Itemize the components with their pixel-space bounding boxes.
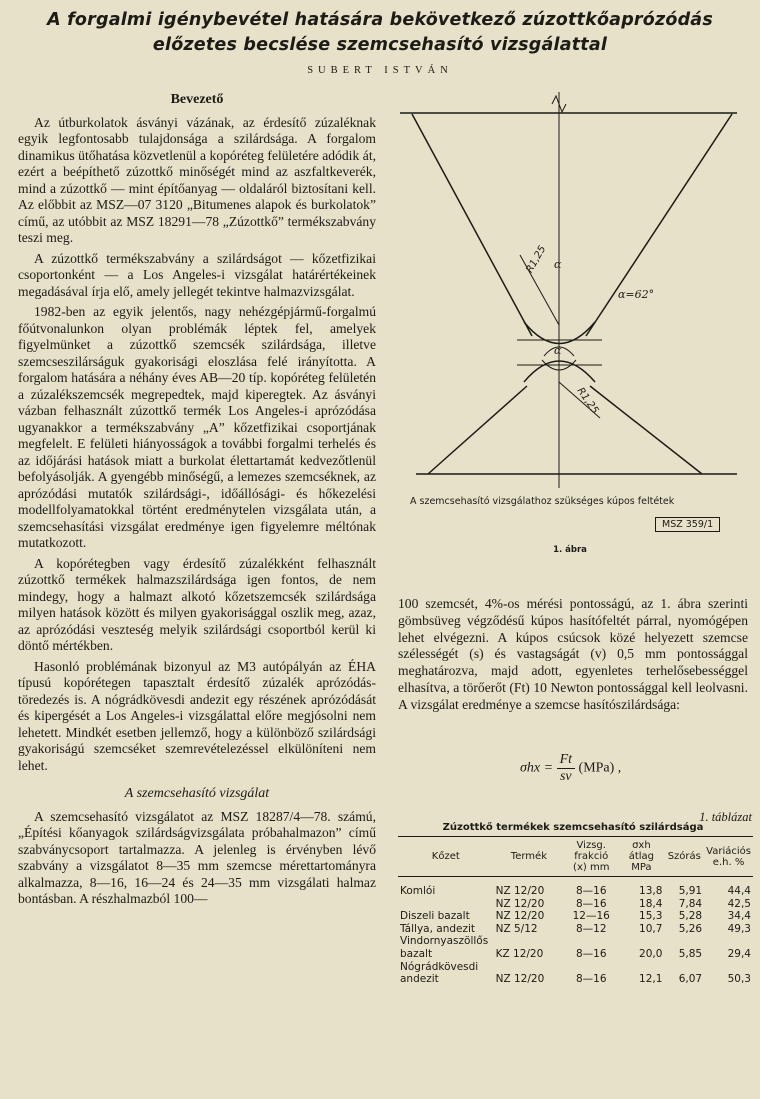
cell-product: NZ 12/20 bbox=[495, 973, 545, 986]
cell-std: 5,28 bbox=[678, 910, 703, 923]
cell-mean: 13,8 bbox=[639, 885, 663, 897]
section-heading-test: A szemcsehasító vizsgálat bbox=[124, 786, 270, 801]
table-row bbox=[398, 935, 753, 960]
paragraph-6: A szemcsehasító vizsgálatot az MSZ 18287/4—78. számú, „Építési kőanyagok szilárdságvizsgálata próbahalmazon” című szabványcsoport tartalmazza. A jelenleg is érvényben lévő szabvány a vizsgálatot 8—35 mm szemcse mérettartományra alkalmazza, 8—16, 16—24 és 24—35 mm vizsgálati halmaz bontásban. A részhalmazból 100— bbox=[18, 808, 376, 906]
header-std: Szórás bbox=[664, 837, 704, 877]
header-rock: Kőzet bbox=[398, 837, 494, 877]
figure-caption: A szemcsehasító vizsgálathoz szükséges kúpos feltétek bbox=[410, 496, 675, 507]
header-fraction: Vizsg. frakció (x) mm bbox=[564, 837, 618, 877]
results-table bbox=[398, 836, 753, 986]
cell-rock: Nógrádkövesdi andezit bbox=[400, 960, 479, 986]
author: SUBERT ISTVÁN bbox=[307, 65, 453, 76]
cell-std: 5,91 bbox=[678, 885, 703, 897]
cell-fraction: 8—16 bbox=[575, 973, 607, 986]
top-cone-left-side bbox=[412, 114, 532, 336]
cell-fraction: 8—16 bbox=[575, 885, 607, 897]
top-alpha-label: α bbox=[554, 258, 562, 271]
title-line-2: előzetes becslése szemcsehasító vizsgálattal bbox=[152, 35, 608, 55]
header-mean: σxh átlag MPa bbox=[618, 837, 664, 877]
cell-product: NZ 12/20 bbox=[495, 885, 545, 897]
cell-std: 5,85 bbox=[678, 947, 703, 960]
cell-product: NZ 12/20 bbox=[495, 910, 545, 923]
formula-numerator: Ft bbox=[557, 752, 575, 769]
cell-mean: 20,0 bbox=[639, 947, 663, 960]
cell-product: KZ 12/20 bbox=[495, 947, 544, 960]
angle-label: α=62° bbox=[618, 288, 655, 301]
table-header-row bbox=[398, 837, 753, 877]
cell-mean: 18,4 bbox=[639, 897, 663, 910]
cell-fraction: 8—12 bbox=[575, 922, 607, 935]
cone-diagram bbox=[392, 90, 747, 560]
cell-cv: 29,4 bbox=[727, 947, 751, 960]
cell-cv: 50,3 bbox=[727, 973, 751, 986]
paragraph-4: A kopórétegben vagy érdesítő zúzalékként felhasznált zúzottkő termékek halmazszilárdsága igen fontos, de nem mindegy, hogy a halmazt alkotó kőzetszemcsék szilárdsága milyen hatások között és milyen gyakorisággal oszlik meg, azaz, az aprózódási veszteség melyik szilárdsági csoportból kerül ki döntő mértékben. bbox=[18, 555, 376, 653]
formula-unit: (MPa) , bbox=[578, 760, 622, 776]
cell-rock: Tállya, andezit bbox=[400, 922, 476, 935]
cell-rock: Diszeli bazalt bbox=[400, 910, 470, 923]
cell-product: NZ 12/20 bbox=[495, 897, 545, 910]
cell-fraction: 8—16 bbox=[575, 947, 607, 960]
formula-lhs: σhx = bbox=[520, 760, 554, 776]
cell-product: NZ 5/12 bbox=[495, 922, 538, 935]
top-cone-right-side bbox=[586, 114, 732, 336]
cell-cv: 44,4 bbox=[727, 885, 751, 897]
formula-fraction bbox=[557, 752, 575, 785]
bottom-cone-right-side bbox=[590, 386, 702, 474]
title-line-1: A forgalmi igénybevétel hatására bekövetkező zúzottkőaprózódás bbox=[47, 10, 713, 30]
section-heading-introduction: Bevezető bbox=[170, 92, 224, 107]
paragraph-1: Az útburkolatok ásványi vázának, az érdesítő zúzaléknak egyik legfontosabb tulajdonsága a szilárdsága. A forgalom dinamikus ütőhatása közvetlenül a kopóréteg felületére adódik át, ezért a beépíthető zúzottkő minőségét mind az aszfaltkeverék, mind a zúzottkő — mint építőanyag — oldaláról biztosítani kell. Az előbbit az MSZ—07 3120 „Bitumenes alapok és burkolatok” című, az utóbbit az MSZ 18291—78 „Zúzottkő” termékszabvány teszi meg. bbox=[18, 114, 376, 245]
article-title bbox=[20, 8, 740, 58]
left-column bbox=[18, 90, 376, 912]
table-row bbox=[398, 961, 753, 986]
right-paragraph: 100 szemcsét, 4%-os mérési pontosságú, az 1. ábra szerinti gömbsüveg végződésű kúpos hasítófeltét párral, nyomógépen lehet elvégezni. A kúpos csúcsok közé helyezett szemcse szélességét (s) és vastagságát (v) 0,5 mm pontossággal meghatározva, majd adott, egyenletes terhelősebességgel elhasítva, a törőerőt (Ft) 10 Newton pontossággal kell leolvasni. A vizsgálat eredménye a szemcse hasítószilárdsága: bbox=[398, 596, 748, 712]
table-row bbox=[398, 923, 753, 936]
paragraph-2: A zúzottkő termékszabvány a szilárdságot — kőzetfizikai csoportonként — a Los Angeles-i vizsgálat határértékeinek megadásával írja elő, amely jellegét tekintve halmazvizsgálat. bbox=[18, 250, 376, 299]
table-row bbox=[398, 910, 753, 923]
cell-std: 6,07 bbox=[678, 973, 703, 986]
table-row bbox=[398, 898, 753, 911]
formula bbox=[520, 752, 720, 785]
cell-fraction: 8—16 bbox=[575, 897, 607, 910]
cell-mean: 15,3 bbox=[639, 910, 663, 923]
cell-rock: Vindornyaszöllős bazalt bbox=[400, 935, 489, 960]
cell-std: 7,84 bbox=[678, 897, 703, 910]
table-number: 1. táblázat bbox=[699, 810, 752, 824]
top-radius-label: R1,25 bbox=[524, 244, 549, 275]
bottom-radius-label: R1,25 bbox=[574, 385, 601, 417]
paragraph-3: 1982-ben az egyik jelentős, nagy nehézgépjármű-forgalmú főútvonalunkon olyan problémák léptek fel, amelyek figyelmünket a zúzottkő szemcsék szilárdsága, illetve szemcseszilárságuk gyakorisági eloszlása felé irányította. A forgalom hatására a néhány éves AB—20 típ. kopóréteg felületén a zúzalékszemcsék megrepedtek, majd kiperegtek. Az ásványi vázban felhasznált zúzottkő termék Los Angeles-i aprózódása ugyanakkor a termékszabvány „A” kőzetfizikai csoportjának megfelelt. E felületi hiányosságok a további forgalmi terhelés és az időjárási hatások miatt a burkolat élettartamát kedvezőtlenül befolyásolják. A gyengébb minőségű, a lemezes szemcséknek, az aprózódási mutatók szilárdsági-, időállósági- és hőkezelési modellfolyamatokkal történt eredménytelen vizsgálata után, a szemcsehasítási vizsgálat eredménye igen figyelemre méltónak mutatkozott. bbox=[18, 304, 376, 550]
table-row bbox=[398, 877, 753, 898]
cell-cv: 34,4 bbox=[727, 910, 751, 923]
cell-std: 5,26 bbox=[678, 922, 703, 935]
header-product: Termék bbox=[494, 837, 565, 877]
formula-denominator: sv bbox=[559, 769, 572, 784]
cell-mean: 12,1 bbox=[639, 973, 663, 986]
bottom-alpha-label: α bbox=[554, 344, 562, 357]
cell-cv: 42,5 bbox=[727, 897, 751, 910]
paragraph-5: Hasonló problémának bizonyul az M3 autópályán az ÉHA típusú kopórétegen tapasztalt érdesítő zúzalék aprózódás-töredezés is. A nógrádkövesdi andezit egy részének aprózódását és kipergését a Los Angeles-i vizsgálattal előre megjósolni nem lehetett. Mindkét esetben jellemző, hogy a különböző szilárdsági gyakoriságú szemcséket szemrevételezéssel elkülöníteni nem lehet. bbox=[18, 658, 376, 773]
cell-cv: 49,3 bbox=[727, 922, 751, 935]
cell-rock: Komlói bbox=[400, 885, 436, 897]
cell-rock bbox=[398, 898, 494, 911]
standard-box: MSZ 359/1 bbox=[655, 517, 720, 532]
figure-number: 1. ábra bbox=[553, 545, 587, 555]
cell-mean: 10,7 bbox=[639, 922, 663, 935]
bottom-cone-left-side bbox=[428, 386, 527, 474]
right-column bbox=[398, 596, 748, 714]
table-title: Zúzottkő termékek szemcsehasító szilárdsága bbox=[442, 822, 704, 833]
cell-fraction: 12—16 bbox=[572, 910, 610, 923]
header-cv: Variációs e.h. % bbox=[704, 837, 753, 877]
